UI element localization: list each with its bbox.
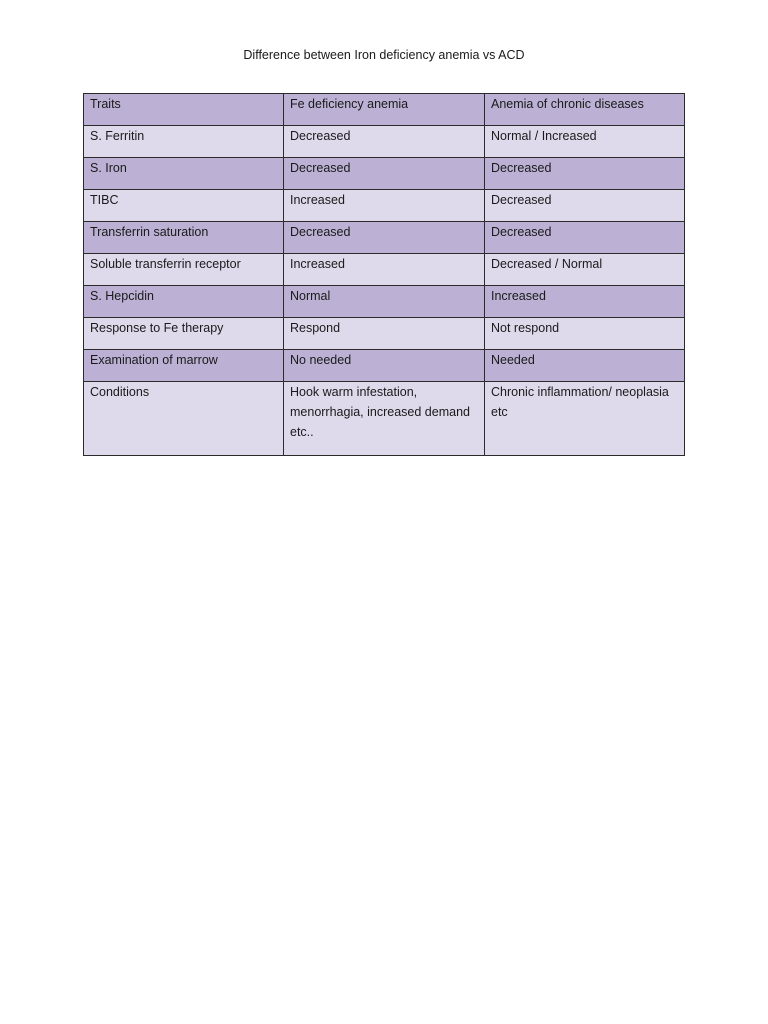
fe-deficiency-cell: Respond bbox=[284, 318, 485, 350]
trait-cell: S. Hepcidin bbox=[84, 286, 284, 318]
chronic-disease-cell: Chronic inflammation/ neoplasia etc bbox=[485, 382, 685, 456]
header-cell-chronic-disease: Anemia of chronic diseases bbox=[485, 94, 685, 126]
fe-deficiency-cell: Decreased bbox=[284, 222, 485, 254]
table-row bbox=[84, 318, 685, 350]
fe-deficiency-cell: Hook warm infestation, menorrhagia, increased demand etc.. bbox=[284, 382, 485, 456]
trait-cell: S. Iron bbox=[84, 158, 284, 190]
table-header-row bbox=[84, 94, 685, 126]
chronic-disease-cell: Increased bbox=[485, 286, 685, 318]
fe-deficiency-cell: Decreased bbox=[284, 158, 485, 190]
fe-deficiency-cell: Increased bbox=[284, 254, 485, 286]
trait-cell: S. Ferritin bbox=[84, 126, 284, 158]
table-row bbox=[84, 286, 685, 318]
table-row bbox=[84, 382, 685, 456]
trait-cell: Conditions bbox=[84, 382, 284, 456]
trait-cell: TIBC bbox=[84, 190, 284, 222]
table-row bbox=[84, 126, 685, 158]
table-row bbox=[84, 254, 685, 286]
chronic-disease-cell: Decreased bbox=[485, 190, 685, 222]
table-row bbox=[84, 350, 685, 382]
chronic-disease-cell: Decreased bbox=[485, 158, 685, 190]
table-row bbox=[84, 190, 685, 222]
header-cell-fe-deficiency: Fe deficiency anemia bbox=[284, 94, 485, 126]
page-title: Difference between Iron deficiency anemia vs ACD bbox=[243, 48, 525, 62]
chronic-disease-cell: Decreased / Normal bbox=[485, 254, 685, 286]
comparison-table bbox=[83, 93, 685, 456]
fe-deficiency-cell: Increased bbox=[284, 190, 485, 222]
trait-cell: Response to Fe therapy bbox=[84, 318, 284, 350]
chronic-disease-cell: Normal / Increased bbox=[485, 126, 685, 158]
table-row bbox=[84, 158, 685, 190]
table-row bbox=[84, 222, 685, 254]
header-cell-traits: Traits bbox=[84, 94, 284, 126]
chronic-disease-cell: Decreased bbox=[485, 222, 685, 254]
fe-deficiency-cell: No needed bbox=[284, 350, 485, 382]
chronic-disease-cell: Needed bbox=[485, 350, 685, 382]
fe-deficiency-cell: Decreased bbox=[284, 126, 485, 158]
fe-deficiency-cell: Normal bbox=[284, 286, 485, 318]
chronic-disease-cell: Not respond bbox=[485, 318, 685, 350]
trait-cell: Examination of marrow bbox=[84, 350, 284, 382]
trait-cell: Soluble transferrin receptor bbox=[84, 254, 284, 286]
trait-cell: Transferrin saturation bbox=[84, 222, 284, 254]
